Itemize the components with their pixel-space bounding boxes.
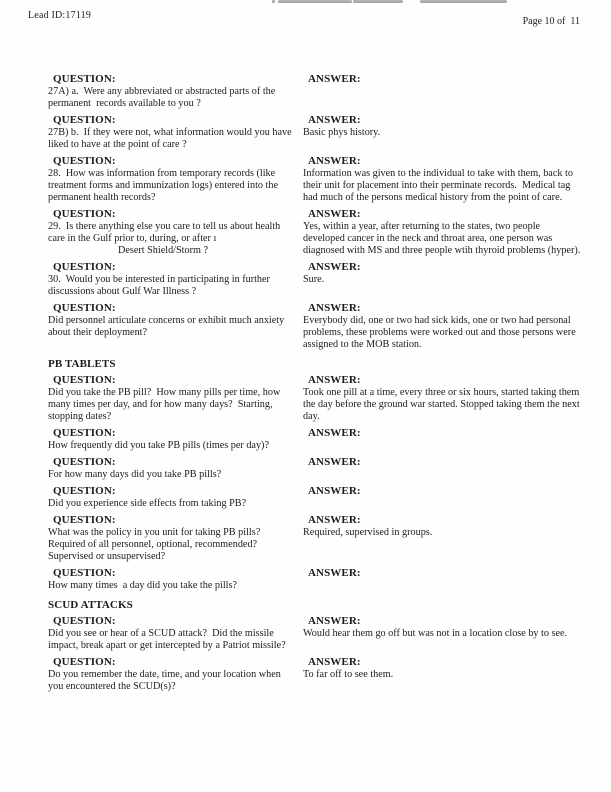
qa-row bbox=[48, 567, 583, 592]
question-text: Did you experience side effects from taking PB? bbox=[48, 498, 247, 509]
redaction-bar bbox=[420, 0, 507, 3]
question-text: Did personnel articulate concerns or exhibit much anxiety about their deployment? bbox=[48, 315, 287, 338]
question-label: QUESTION: bbox=[53, 514, 116, 526]
question-text: Do you remember the date, time, and your location when you encountered the SCUD(s)? bbox=[48, 669, 284, 692]
answer-column bbox=[303, 208, 583, 257]
question-text: What was the policy in you unit for taking PB pills? Required of all personnel, optional, recommended? Supervised or unsupervised? bbox=[48, 527, 263, 562]
question-label: QUESTION: bbox=[53, 456, 116, 468]
qa-row bbox=[48, 485, 583, 510]
answer-column bbox=[303, 155, 583, 204]
answer-label: ANSWER: bbox=[308, 615, 361, 627]
answer-column bbox=[303, 456, 583, 481]
qa-row bbox=[48, 302, 583, 351]
qa-row bbox=[48, 374, 583, 423]
answer-column bbox=[303, 114, 583, 151]
answer-column bbox=[303, 73, 583, 110]
question-label: QUESTION: bbox=[53, 567, 116, 579]
question-column bbox=[48, 114, 303, 151]
qa-row bbox=[48, 261, 583, 298]
qa-row bbox=[48, 514, 583, 563]
answer-text: Took one pill at a time, every three or six hours, started taking them the day before the ground war started. Stopped taking them the next day. bbox=[303, 387, 583, 422]
answer-text: Sure. bbox=[303, 274, 325, 285]
question-column bbox=[48, 155, 303, 204]
redaction-bar bbox=[278, 0, 352, 3]
question-text: For how many days did you take PB pills? bbox=[48, 469, 222, 480]
question-column bbox=[48, 514, 303, 563]
answer-label: ANSWER: bbox=[308, 302, 361, 314]
qa-row bbox=[48, 114, 583, 151]
answer-label: ANSWER: bbox=[308, 374, 361, 386]
question-label: QUESTION: bbox=[53, 208, 116, 220]
question-text: How many times a day did you take the pills? bbox=[48, 580, 237, 591]
answer-column bbox=[303, 567, 583, 592]
answer-text: Everybody did, one or two had sick kids, one or two had personal problems, these problems were worked out and those persons were assigned to the MOB station. bbox=[303, 315, 579, 350]
question-column bbox=[48, 208, 303, 257]
answer-text: Required, supervised in groups. bbox=[303, 527, 433, 538]
qa-row bbox=[48, 456, 583, 481]
qa-list bbox=[48, 73, 583, 697]
qa-row bbox=[48, 208, 583, 257]
question-column bbox=[48, 261, 303, 298]
question-text: 27B) b. If they were not, what information would you have liked to have at the point of care ? bbox=[48, 127, 295, 150]
question-text: Did you see or hear of a SCUD attack? Did the missile impact, break apart or get intercepted by a Patriot missile? bbox=[48, 628, 286, 651]
question-column bbox=[48, 73, 303, 110]
question-label: QUESTION: bbox=[53, 656, 116, 668]
answer-text: Information was given to the individual to take with them, back to their unit for placement into their perminate records. Medical tag had much of the persons medical history from the point of care. bbox=[303, 168, 576, 203]
question-column bbox=[48, 656, 303, 693]
answer-label: ANSWER: bbox=[308, 456, 361, 468]
answer-label: ANSWER: bbox=[308, 155, 361, 167]
answer-label: ANSWER: bbox=[308, 114, 361, 126]
answer-label: ANSWER: bbox=[308, 567, 361, 579]
qa-row bbox=[48, 73, 583, 110]
qa-row bbox=[48, 656, 583, 693]
answer-column bbox=[303, 302, 583, 351]
answer-column bbox=[303, 514, 583, 563]
question-text: How frequently did you take PB pills (times per day)? bbox=[48, 440, 269, 451]
lead-id: Lead ID:17119 bbox=[28, 10, 92, 21]
answer-label: ANSWER: bbox=[308, 73, 361, 85]
question-text: 28. How was information from temporary records (like treatment forms and immunization logs) entered into the permanent health records? bbox=[48, 168, 281, 203]
answer-text: Yes, within a year, after returning to the states, two people developed cancer in the neck and throat area, one person was diagnosed with MS and three people wtih thyroid problems (hyper). bbox=[303, 221, 581, 256]
question-indent-text: Desert Shield/Storm ? bbox=[118, 245, 208, 256]
qa-row bbox=[48, 427, 583, 452]
redaction-bar bbox=[353, 0, 403, 3]
answer-column bbox=[303, 615, 583, 652]
answer-text: Would hear them go off but was not in a location close by to see. bbox=[303, 628, 568, 639]
answer-label: ANSWER: bbox=[308, 656, 361, 668]
qa-row bbox=[48, 615, 583, 652]
question-column bbox=[48, 485, 303, 510]
answer-column bbox=[303, 374, 583, 423]
redaction-bar bbox=[272, 0, 275, 3]
question-column bbox=[48, 567, 303, 592]
question-column bbox=[48, 302, 303, 351]
question-label: QUESTION: bbox=[53, 374, 116, 386]
question-column bbox=[48, 427, 303, 452]
answer-column bbox=[303, 261, 583, 298]
question-label: QUESTION: bbox=[53, 615, 116, 627]
section-header: SCUD ATTACKS bbox=[48, 599, 133, 611]
question-label: QUESTION: bbox=[53, 73, 116, 85]
answer-label: ANSWER: bbox=[308, 261, 361, 273]
qa-row bbox=[48, 155, 583, 204]
question-label: QUESTION: bbox=[53, 302, 116, 314]
question-text: 27A) a. Were any abbreviated or abstracted parts of the permanent records available to you ? bbox=[48, 86, 278, 109]
question-column bbox=[48, 615, 303, 652]
question-text: Did you take the PB pill? How many pills per time, how many times per day, and for how many days? Starting, stopping dates? bbox=[48, 387, 283, 422]
answer-label: ANSWER: bbox=[308, 485, 361, 497]
question-text: 30. Would you be interested in participating in further discussions about Gulf War Illness ? bbox=[48, 274, 273, 297]
page-number: Page 10 of 11 bbox=[522, 16, 580, 27]
answer-text: Basic phys history. bbox=[303, 127, 381, 138]
answer-text: To far off to see them. bbox=[303, 669, 394, 680]
answer-label: ANSWER: bbox=[308, 514, 361, 526]
answer-column bbox=[303, 656, 583, 693]
question-label: QUESTION: bbox=[53, 155, 116, 167]
answer-label: ANSWER: bbox=[308, 427, 361, 439]
section-header: PB TABLETS bbox=[48, 358, 116, 370]
redaction-bars bbox=[0, 0, 611, 6]
answer-label: ANSWER: bbox=[308, 208, 361, 220]
answer-column bbox=[303, 485, 583, 510]
question-column bbox=[48, 456, 303, 481]
question-text: 29. Is there anything else you care to tell us about health care in the Gulf prior to, during, or after ı bbox=[48, 221, 283, 244]
question-label: QUESTION: bbox=[53, 427, 116, 439]
answer-column bbox=[303, 427, 583, 452]
question-column bbox=[48, 374, 303, 423]
question-label: QUESTION: bbox=[53, 485, 116, 497]
question-label: QUESTION: bbox=[53, 261, 116, 273]
question-label: QUESTION: bbox=[53, 114, 116, 126]
